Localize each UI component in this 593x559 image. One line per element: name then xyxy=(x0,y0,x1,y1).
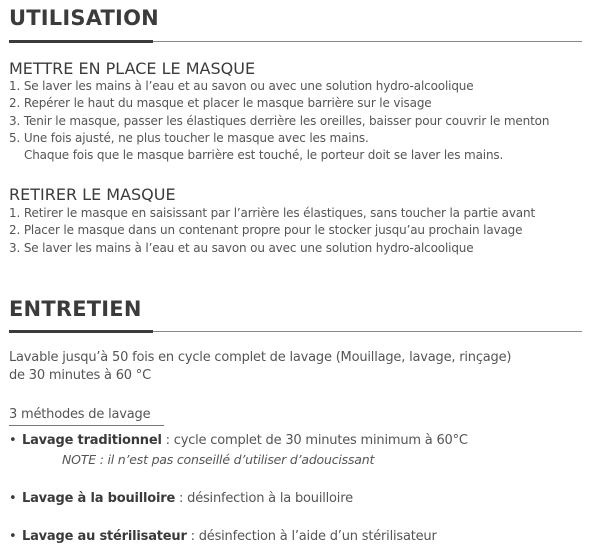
method-description: : désinfection à la bouilloire xyxy=(175,491,353,506)
method-description: : désinfection à l’aide d’un stérilisateur xyxy=(186,529,437,544)
subsection-title-mettre: METTRE EN PLACE LE MASQUE xyxy=(9,59,256,78)
bullet-icon: • xyxy=(9,433,17,448)
section-divider xyxy=(9,331,582,332)
subsection-title-retirer: RETIRER LE MASQUE xyxy=(9,185,176,204)
method-item xyxy=(9,528,437,546)
step-text: 5. Une fois ajusté, ne plus toucher le masque avec les mains. xyxy=(9,130,369,145)
method-name: Lavage à la bouilloire xyxy=(22,491,176,506)
steps-list-mettre xyxy=(9,78,549,164)
section-divider xyxy=(9,41,582,42)
methods-heading-underline xyxy=(9,425,164,426)
bullet-icon: • xyxy=(9,491,17,506)
section-divider-accent xyxy=(9,330,153,333)
step-item xyxy=(9,205,535,222)
steps-list-retirer xyxy=(9,205,535,257)
step-text: 3. Tenir le masque, passer les élastiques derrière les oreilles, baisser pour couvrir le menton xyxy=(9,113,550,128)
step-text: 1. Retirer le masque en saisissant par l’arrière les élastiques, sans toucher la partie avant xyxy=(9,206,536,220)
step-text: 2. Repérer le haut du masque et placer le masque barrière sur le visage xyxy=(9,96,432,111)
intro-line: Lavable jusqu’à 50 fois en cycle complet de lavage (Mouillage, lavage, rinçage) xyxy=(9,350,512,365)
step-text: 2. Placer le masque dans un contenant propre pour le stocker jusqu’au prochain lavage xyxy=(9,223,523,238)
intro-line: de 30 minutes à 60 °C xyxy=(9,368,151,383)
step-text: 1. Se laver les mains à l’eau et au savon ou avec une solution hydro-alcoolique xyxy=(9,79,474,93)
methods-heading: 3 méthodes de lavage xyxy=(9,407,151,422)
step-item xyxy=(9,130,549,165)
section-divider-accent xyxy=(9,40,153,43)
section-title-utilisation: UTILISATION xyxy=(9,6,159,30)
method-description: : cycle complet de 30 minutes minimum à 60°C xyxy=(161,433,468,448)
step-text: 3. Se laver les mains à l’eau et au savon ou avec une solution hydro-alcoolique xyxy=(9,240,474,255)
bullet-icon: • xyxy=(9,529,17,544)
step-item xyxy=(9,240,535,257)
step-item xyxy=(9,222,535,239)
step-item xyxy=(9,95,549,112)
method-name: Lavage traditionnel xyxy=(22,433,162,448)
step-item xyxy=(9,78,549,95)
method-name: Lavage au stérilisateur xyxy=(22,529,187,544)
method-item xyxy=(9,432,468,450)
step-continuation: Chaque fois que le masque barrière est touché, le porteur doit se laver les mains. xyxy=(24,148,504,163)
section-title-entretien: ENTRETIEN xyxy=(9,297,142,321)
method-note: NOTE : il n’est pas conseillé d’utiliser d’adoucissant xyxy=(62,452,375,467)
step-item xyxy=(9,113,549,130)
method-item xyxy=(9,490,353,508)
